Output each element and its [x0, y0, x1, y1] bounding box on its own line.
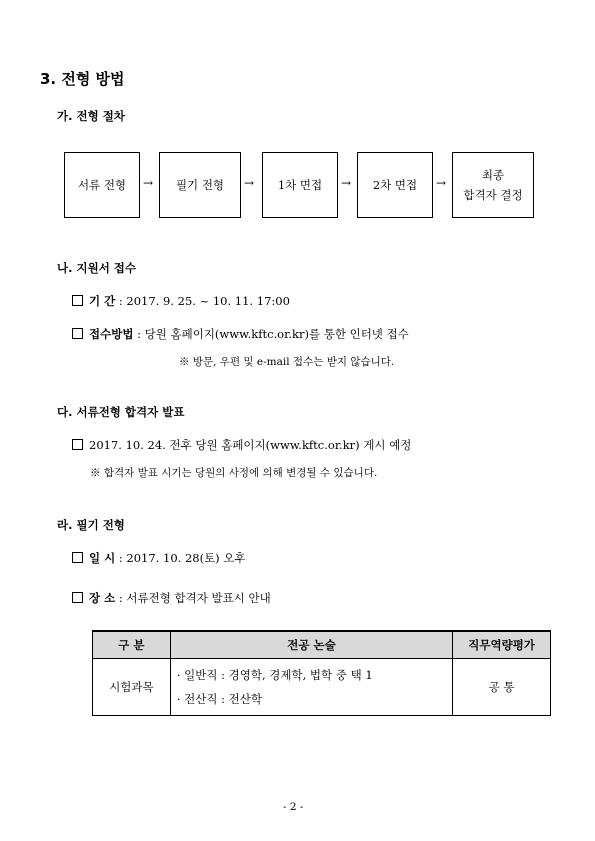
arrow-icon: → [341, 176, 352, 190]
announcement-note: ※ 합격자 발표 시기는 당원의 사정에 의해 변경될 수 있습니다. [90, 467, 378, 479]
table-header-competency: 직무역량평가 [453, 631, 551, 658]
table-cell-major-items [170, 658, 452, 715]
exam-subjects-table [92, 630, 551, 716]
table-header-major-essay: 전공 논술 [170, 631, 452, 658]
checkbox-icon [72, 328, 83, 339]
arrow-icon: → [436, 176, 447, 190]
section-title: 3. 전형 방법 [40, 70, 125, 88]
application-method: 접수방법 : 당원 홈페이지(www.kftc.or.kr)를 통한 인터넷 접수 [72, 326, 409, 342]
table-header-category: 구 분 [93, 631, 171, 658]
arrow-icon: → [143, 176, 154, 190]
announcement-date: 2017. 10. 24. 전후 당원 홈페이지(www.kftc.or.kr) 게시 예정 [72, 437, 411, 453]
step-final-decision: 최종 합격자 결정 [452, 152, 534, 218]
exam-place: 장 소 : 서류전형 합격자 발표시 안내 [72, 590, 271, 606]
table-cell-common: 공 통 [453, 658, 551, 715]
subsection-heading-announcement: 다. 서류전형 합격자 발표 [57, 405, 185, 419]
subsection-heading-application: 나. 지원서 접수 [57, 261, 137, 275]
table-row [93, 658, 551, 715]
step-written-exam: 필기 전형 [159, 152, 241, 218]
list-item: · 전산직 : 전산학 [176, 691, 262, 706]
subsection-heading-written-exam: 라. 필기 전형 [57, 518, 125, 532]
checkbox-icon [72, 439, 83, 450]
table-header-row [93, 631, 551, 658]
application-period: 기 간 : 2017. 9. 25. ~ 10. 11. 17:00 [72, 293, 290, 309]
step-second-interview: 2차 면접 [357, 152, 433, 218]
subsection-heading-procedure: 가. 전형 절차 [57, 109, 125, 123]
application-note: ※ 방문, 우편 및 e-mail 접수는 받지 않습니다. [179, 356, 395, 368]
step-first-interview: 1차 면접 [262, 152, 338, 218]
exam-date: 일 시 : 2017. 10. 28(토) 오후 [72, 550, 246, 566]
page-number: - 2 - [283, 801, 304, 813]
checkbox-icon [72, 552, 83, 563]
checkbox-icon [72, 592, 83, 603]
checkbox-icon [72, 295, 83, 306]
table-cell-row-label: 시험과목 [93, 658, 171, 715]
arrow-icon: → [244, 176, 255, 190]
list-item: · 일반직 : 경영학, 경제학, 법학 중 택 1 [176, 667, 373, 682]
step-document-screening: 서류 전형 [64, 152, 140, 218]
